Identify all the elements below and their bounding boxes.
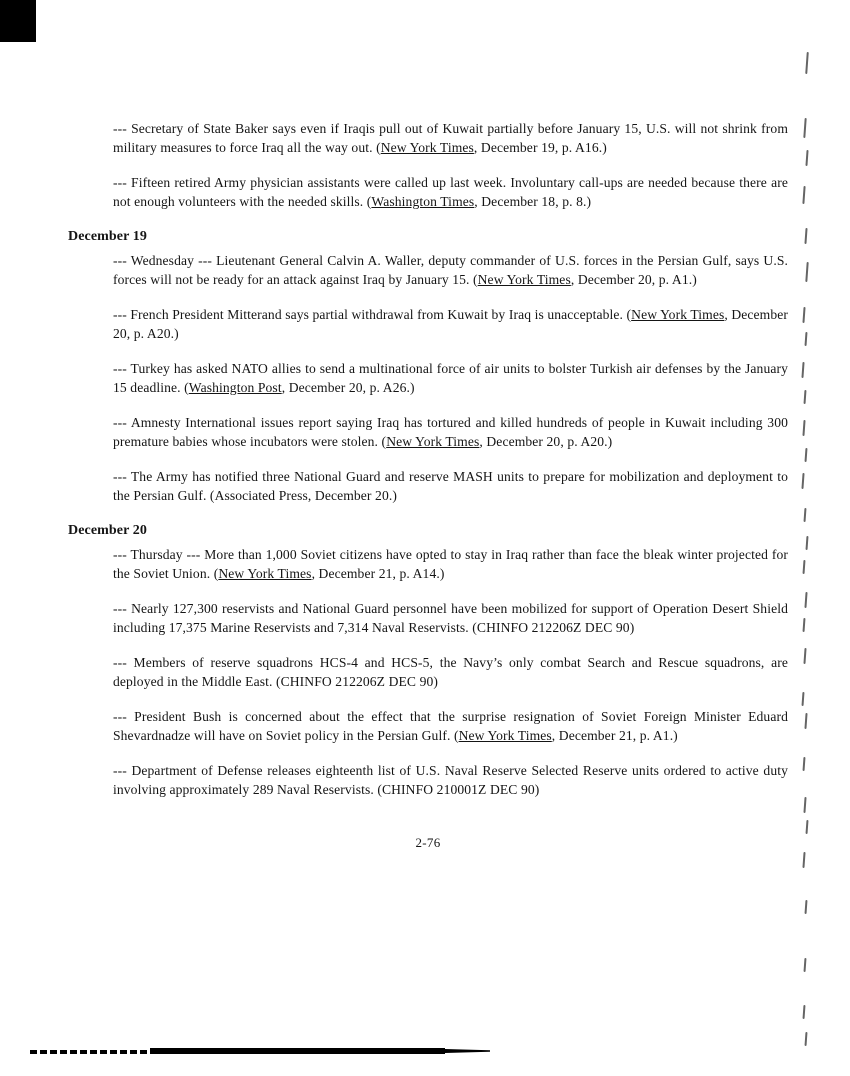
scan-mark bbox=[801, 473, 804, 489]
scan-artifact-bottom-bar-tail bbox=[445, 1049, 490, 1053]
paragraph-text: --- Wednesday --- Lieutenant General Calvin A. Waller, deputy commander of U.S. forces in the Persian Gulf, says U.S. forces will not be ready for an attack against Iraq by January 15. ( bbox=[113, 253, 788, 287]
scan-mark bbox=[806, 536, 809, 550]
paragraph bbox=[113, 359, 788, 397]
sections bbox=[68, 119, 788, 799]
paragraph bbox=[113, 653, 788, 691]
scan-mark bbox=[804, 508, 807, 522]
scan-mark bbox=[805, 1032, 808, 1046]
scan-mark bbox=[802, 852, 805, 868]
paragraph bbox=[113, 467, 788, 505]
paragraph bbox=[113, 707, 788, 745]
citation-source: New York Times bbox=[386, 434, 480, 449]
paragraph bbox=[113, 599, 788, 637]
citation-source: Washington Post bbox=[188, 380, 282, 395]
paragraph bbox=[113, 545, 788, 583]
scan-mark bbox=[803, 118, 806, 138]
paragraph bbox=[113, 251, 788, 289]
paragraph-text: , December 19, p. A16.) bbox=[473, 140, 607, 155]
paragraph-text: --- Department of Defense releases eighteenth list of U.S. Naval Reserve Selected Reserve units ordered to active duty involving approximately 289 Naval Reservists. (CHINFO 210001Z DEC 90) bbox=[113, 763, 788, 797]
scan-mark bbox=[804, 713, 807, 729]
date-heading: December 19 bbox=[68, 229, 147, 244]
paragraph bbox=[113, 761, 788, 799]
scan-mark bbox=[804, 390, 807, 404]
paragraph-text: , December 20, p. A26.) bbox=[281, 380, 415, 395]
citation-source: New York Times bbox=[477, 272, 571, 287]
paragraph-text: , December 20, p. A20.) bbox=[113, 307, 789, 341]
scan-mark bbox=[805, 262, 808, 282]
scan-mark bbox=[803, 560, 806, 574]
scan-mark bbox=[803, 1005, 806, 1019]
scan-mark bbox=[803, 757, 806, 771]
paragraph-text: , December 18, p. 8.) bbox=[474, 194, 592, 209]
document-content bbox=[68, 119, 788, 851]
scan-mark bbox=[803, 618, 806, 632]
citation-source: Washington Times bbox=[371, 194, 475, 209]
paragraph-text: , December 21, p. A14.) bbox=[311, 566, 445, 581]
scan-mark bbox=[803, 797, 806, 813]
scan-mark bbox=[805, 332, 808, 346]
scan-mark bbox=[804, 592, 807, 608]
paragraph bbox=[113, 305, 788, 343]
paragraph-text: --- Members of reserve squadrons HCS-4 and HCS-5, the Navy’s only combat Search and Rescue squadrons, are deployed in the Middle East. (CHINFO 212206Z DEC 90) bbox=[113, 655, 788, 689]
paragraph-text: , December 20, p. A1.) bbox=[570, 272, 697, 287]
citation-source: New York Times bbox=[631, 307, 725, 322]
scan-mark bbox=[803, 648, 806, 664]
paragraph-text: , December 21, p. A1.) bbox=[551, 728, 678, 743]
scan-mark bbox=[806, 820, 809, 834]
scan-mark bbox=[802, 692, 805, 706]
page-number: 2-76 bbox=[415, 835, 441, 850]
scan-mark bbox=[801, 362, 804, 378]
paragraph-text: --- President Bush is concerned about the effect that the surprise resignation of Soviet Foreign Minister Eduard Shevardnadze will have on Soviet policy in the Persian Gulf. ( bbox=[113, 709, 788, 743]
scan-mark bbox=[802, 307, 805, 323]
paragraph-text: , December 20, p. A20.) bbox=[479, 434, 613, 449]
scan-mark bbox=[802, 186, 805, 204]
scan-artifact-bottom-bar bbox=[150, 1048, 445, 1054]
citation-source: New York Times bbox=[218, 566, 312, 581]
paragraph-text: --- The Army has notified three National Guard and reserve MASH units to prepare for mobilization and deployment to the Persian Gulf. (Associated Press, December 20.) bbox=[113, 469, 788, 503]
paragraph-text: --- Turkey has asked NATO allies to send a multinational force of air units to bolster Turkish air defenses by the January 15 deadline. ( bbox=[113, 361, 788, 395]
paragraph-text: --- French President Mitterand says partial withdrawal from Kuwait by Iraq is unacceptable. ( bbox=[113, 307, 632, 322]
paragraph bbox=[113, 119, 788, 157]
paragraph-text: --- Thursday --- More than 1,000 Soviet citizens have opted to stay in Iraq rather than face the bleak winter projected for the Soviet Union. ( bbox=[113, 547, 788, 581]
scan-artifact-bottom-bar-dashed bbox=[30, 1050, 150, 1054]
scan-artifact-top-left bbox=[0, 0, 36, 42]
paragraph-text: --- Amnesty International issues report saying Iraq has tortured and killed hundreds of people in Kuwait including 300 premature babies whose incubators were stolen. ( bbox=[113, 415, 788, 449]
scan-mark bbox=[804, 958, 807, 972]
date-heading: December 20 bbox=[68, 523, 147, 538]
paragraph-text: --- Nearly 127,300 reservists and National Guard personnel have been mobilized for support of Operation Desert Shield including 17,375 Marine Reservists and 7,314 Naval Reservists. (CHINFO 212206Z DEC 90) bbox=[113, 601, 788, 635]
citation-source: New York Times bbox=[458, 728, 552, 743]
scan-mark bbox=[805, 448, 808, 462]
paragraph-text: --- Secretary of State Baker says even if Iraqis pull out of Kuwait partially before January 15, U.S. will not shrink from military measures to force Iraq all the way out. ( bbox=[113, 121, 788, 155]
scan-mark bbox=[802, 420, 805, 436]
scan-mark bbox=[804, 228, 807, 244]
paragraph-text: --- Fifteen retired Army physician assistants were called up last week. Involuntary call-ups are needed because there are not enough volunteers with the needed skills. ( bbox=[113, 175, 788, 209]
paragraph bbox=[113, 173, 788, 211]
citation-source: New York Times bbox=[380, 140, 474, 155]
scan-mark bbox=[805, 150, 808, 166]
paragraph bbox=[113, 413, 788, 451]
scan-mark bbox=[805, 52, 809, 74]
scan-mark bbox=[805, 900, 808, 914]
